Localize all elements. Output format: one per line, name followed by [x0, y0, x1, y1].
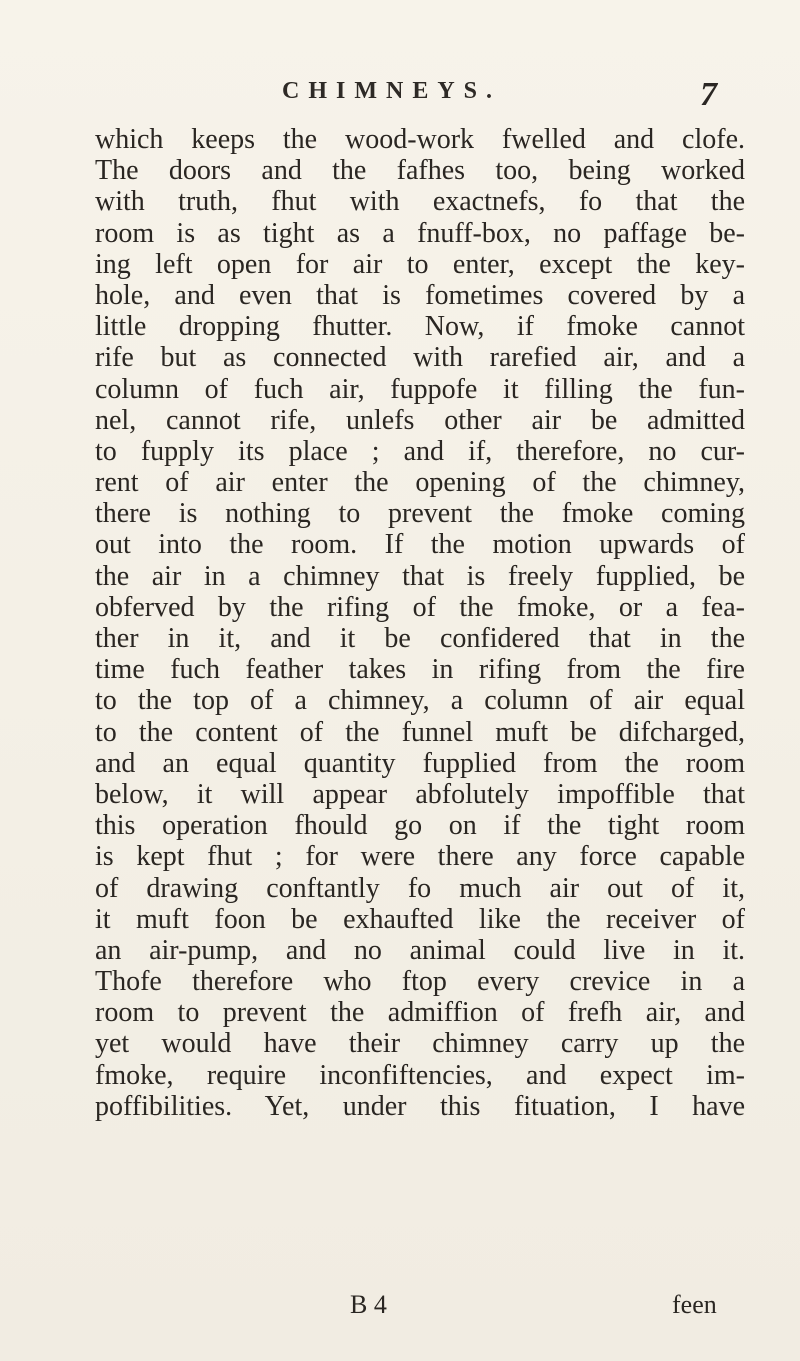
text-line: room is as tight as a fnuff-box, no paffage be-	[95, 217, 745, 249]
text-line: with truth, fhut with exactnefs, fo that the	[95, 186, 745, 218]
text-line: which keeps the wood-work fwelled and clofe.	[95, 124, 745, 155]
text-line: The doors and the fafhes too, being worked	[95, 155, 745, 187]
text-line: rent of air enter the opening of the chimney,	[95, 467, 745, 499]
text-line: to the content of the funnel muft be difcharged,	[95, 716, 745, 748]
page-header	[0, 78, 800, 114]
text-line: an air-pump, and no animal could live in it.	[95, 934, 745, 966]
text-line: of drawing conftantly fo much air out of it,	[95, 872, 745, 904]
text-line: yet would have their chimney carry up the	[95, 1028, 745, 1060]
text-line: Thofe therefore who ftop every crevice in a	[95, 966, 745, 998]
text-line: and an equal quantity fupplied from the room	[95, 747, 745, 779]
signature-mark: B 4	[350, 1290, 387, 1319]
text-line: obferved by the rifing of the fmoke, or a fea-	[95, 591, 745, 623]
text-line: to fupply its place ; and if, therefore, no cur-	[95, 435, 745, 467]
page-footer	[0, 1290, 800, 1330]
text-line: the air in a chimney that is freely fupplied, be	[95, 560, 745, 592]
text-line: below, it will appear abfolutely impoffible that	[95, 778, 745, 810]
text-line: ther in it, and it be confidered that in the	[95, 623, 745, 654]
text-line: it muft foon be exhaufted like the receiver of	[95, 903, 745, 935]
text-line: little dropping fhutter. Now, if fmoke cannot	[95, 311, 745, 343]
text-line: hole, and even that is fometimes covered by a	[95, 279, 745, 311]
catchword: feen	[672, 1290, 717, 1319]
text-line: poffibilities. Yet, under this fituation, I have	[95, 1090, 745, 1122]
text-line: to the top of a chimney, a column of air equal	[95, 685, 745, 717]
text-line: fmoke, require inconfiftencies, and expect im-	[95, 1059, 745, 1091]
text-line: column of fuch air, fuppofe it filling the fun-	[95, 373, 745, 405]
text-line: is kept fhut ; for were there any force capable	[95, 841, 745, 873]
text-line: out into the room. If the motion upwards of	[95, 529, 745, 561]
text-line: time fuch feather takes in rifing from the fire	[95, 654, 745, 686]
text-line: nel, cannot rife, unlefs other air be admitted	[95, 404, 745, 436]
running-head: CHIMNEYS.	[282, 78, 502, 104]
text-line: rife but as connected with rarefied air, and a	[95, 342, 745, 374]
body-text	[95, 124, 745, 1122]
text-line: this operation fhould go on if the tight room	[95, 810, 745, 842]
text-line: there is nothing to prevent the fmoke coming	[95, 498, 745, 530]
text-line: room to prevent the admiffion of frefh air, and	[95, 997, 745, 1029]
text-line: ing left open for air to enter, except the key-	[95, 248, 745, 280]
page-number: 7	[700, 76, 717, 113]
